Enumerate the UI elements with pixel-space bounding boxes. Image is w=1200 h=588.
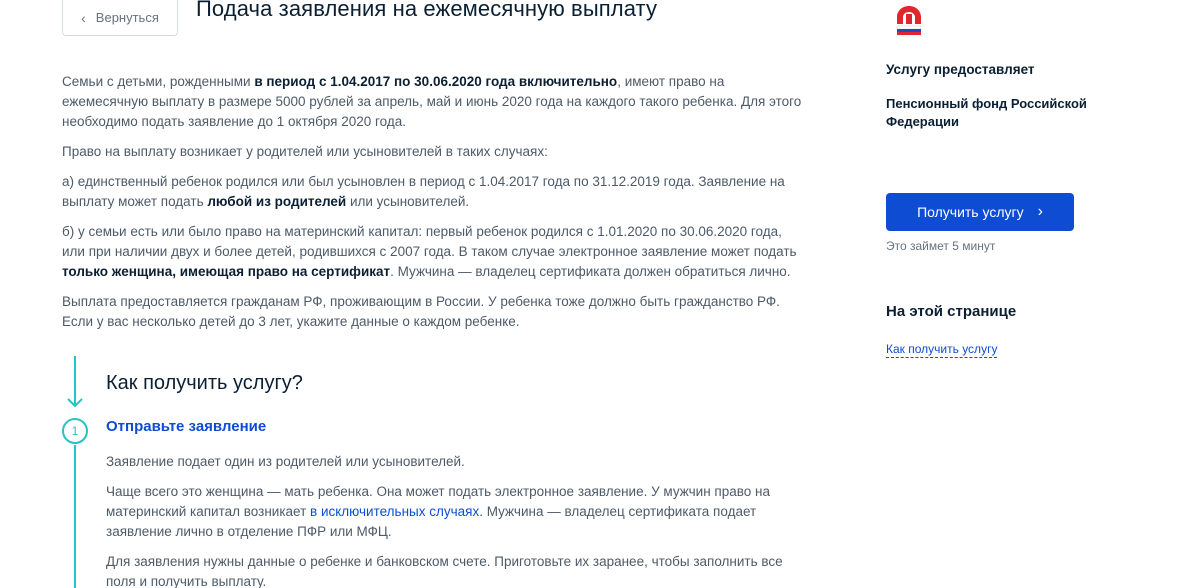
intro-paragraph-3 bbox=[62, 172, 807, 212]
how-to-anchor-link[interactable]: Как получить услугу bbox=[886, 342, 998, 356]
provider-name: Пенсионный фонд Российской Федерации bbox=[886, 96, 1087, 129]
bold-text: в период с 1.04.2017 по 30.06.2020 года включительно bbox=[254, 74, 618, 89]
text: или усыновителей. bbox=[346, 194, 470, 209]
timeline-line bbox=[74, 445, 76, 588]
how-to-title: Как получить услугу? bbox=[106, 372, 303, 394]
text: . Мужчина — владелец сертификата должен обратиться лично. bbox=[390, 264, 791, 279]
bold-text: любой из родителей bbox=[207, 194, 347, 209]
intro-section bbox=[62, 72, 807, 342]
intro-paragraph-4 bbox=[62, 222, 807, 282]
step-body bbox=[106, 452, 806, 588]
text: . Мужчина — владелец сертификата подает заявление лично в отделение ПФР или МФЦ. bbox=[106, 504, 757, 539]
step-title: Отправьте заявление bbox=[106, 418, 267, 435]
exceptional-cases-link[interactable]: в исключительных случаях bbox=[310, 504, 480, 519]
step-paragraph-2 bbox=[106, 482, 806, 542]
get-service-button[interactable] bbox=[886, 193, 1074, 231]
provider-label: Услугу предоставляет bbox=[886, 62, 1035, 77]
step-number-badge: 1 bbox=[62, 418, 88, 444]
arrow-down-icon bbox=[67, 398, 83, 408]
time-estimate: Это займет 5 минут bbox=[886, 239, 996, 253]
back-button[interactable] bbox=[62, 0, 178, 36]
intro-paragraph-1 bbox=[62, 72, 807, 132]
get-service-button-label: Получить услугу bbox=[917, 204, 1024, 220]
chevron-left-icon: ‹ bbox=[81, 9, 86, 26]
chevron-right-icon: › bbox=[1037, 203, 1043, 220]
pfr-logo-icon bbox=[894, 4, 924, 36]
text: б) у семьи есть или было право на материнский капитал: первый ребенок родился с 1.01.2020 по 30.06.2020 года, или при наличии двух и более детей, родившихся с 2007 года. В таком случае электронное заявление может подать bbox=[62, 224, 797, 259]
on-page-title: На этой странице bbox=[886, 303, 1017, 320]
step-paragraph-3: Для заявления нужны данные о ребенке и банковском счете. Приготовьте их заранее, чтобы заполнить все поля и получить выплату. bbox=[106, 554, 783, 588]
bold-text: только женщина, имеющая право на сертификат bbox=[62, 264, 391, 279]
step-paragraph-1: Заявление подает один из родителей или усыновителей. bbox=[106, 454, 465, 469]
page-title: Подача заявления на ежемесячную выплату bbox=[196, 0, 658, 21]
back-button-label: Вернуться bbox=[95, 10, 159, 25]
text: Семьи с детьми, рожденными bbox=[62, 74, 255, 89]
text: Чаще всего это женщина — мать ребенка. Она может подать электронное заявление. У мужчин право на материнский капитал возникает bbox=[106, 484, 770, 519]
text: а) единственный ребенок родился или был усыновлен в период с 1.04.2017 года по 31.12.2019 года. Заявление на выплату может подать bbox=[62, 174, 785, 209]
text: , имеют право на ежемесячную выплату в размере 5000 рублей за апрель, май и июнь 2020 года на каждого такого ребенка. Для этого необходимо подать заявление до 1 октября 2020 года. bbox=[62, 74, 802, 129]
intro-paragraph-5: Выплата предоставляется гражданам РФ, проживающим в России. У ребенка тоже должно быть гражданство РФ. Если у вас несколько детей до 3 лет, укажите данные о каждом ребенке. bbox=[62, 294, 780, 329]
how-to-section bbox=[62, 352, 822, 588]
intro-paragraph-2: Право на выплату возникает у родителей или усыновителей в таких случаях: bbox=[62, 144, 548, 159]
sidebar bbox=[886, 0, 1146, 588]
